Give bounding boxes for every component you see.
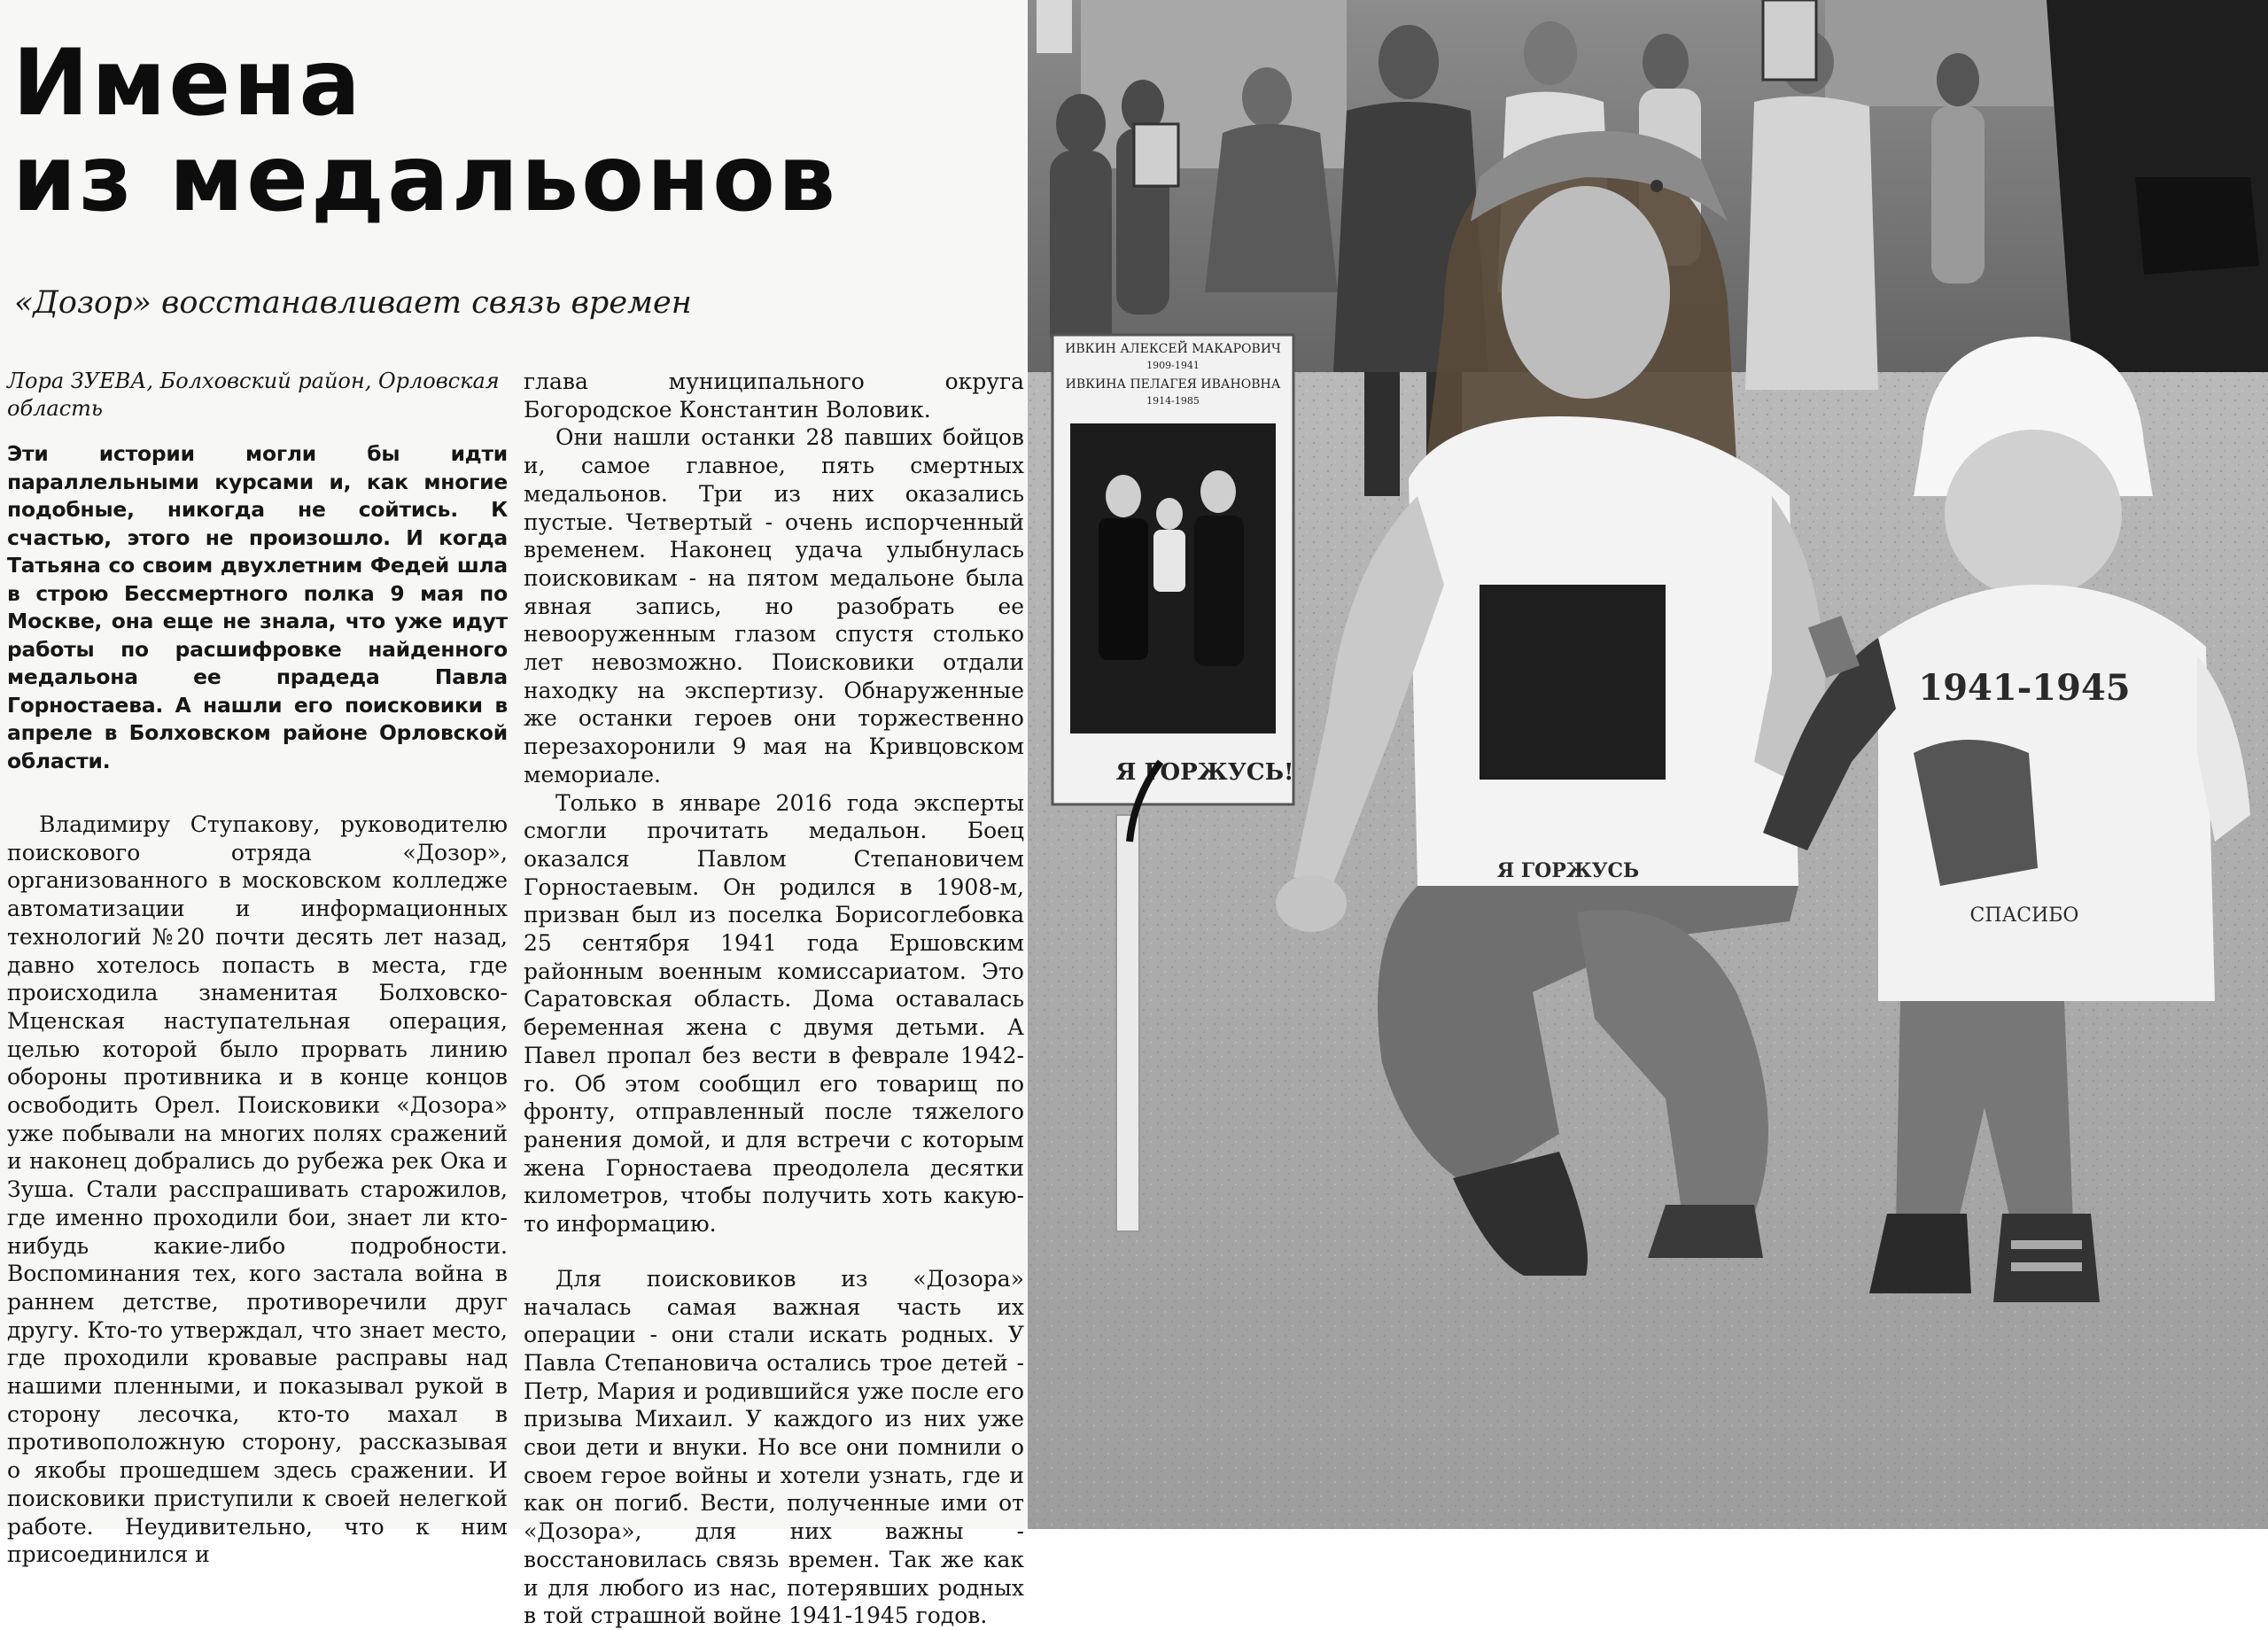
- sign-years-1: 1909-1941: [1146, 360, 1200, 371]
- article-column: [0, 0, 1028, 1629]
- body-paragraph: глава муниципального округа Богородское Константин Воловик.: [524, 369, 1024, 423]
- text-column-left: [7, 368, 508, 1569]
- woman-shirt-text: Я ГОРЖУСЬ: [1496, 859, 1640, 882]
- headline-line-2: из медальонов: [12, 126, 839, 232]
- byline: Лора ЗУЕВА, Болховский район, Орловская область: [7, 369, 500, 421]
- child-shirt-years: 1941-1945: [1918, 667, 2131, 709]
- photo-illustration: [1028, 0, 2268, 1529]
- sign-name-2: ИВКИНА ПЕЛАГЕЯ ИВАНОВНА: [1065, 377, 1281, 392]
- sign-years-2: 1914-1985: [1146, 395, 1200, 407]
- parade-photo: [1028, 0, 2268, 1529]
- subtitle: «Дозор» восстанавливает связь времен: [14, 285, 692, 321]
- sign-name-1: ИВКИН АЛЕКСЕЙ МАКАРОВИЧ: [1065, 342, 1281, 356]
- body-paragraph: Владимиру Ступакову, руководителю поискового отряда «Дозор», организованного в московском колледже автоматизации и информационных технологий №20 почти десять лет назад, давно хотелось попасть в места, где происходила знаменитая Болховско-Мценская наступательная операция, целью которой было прорвать линию обороны противника и в конце концов освободить Орел. Поисковики «Дозора» уже побывали на многих полях сражений и наконец добрались до рубежа рек Ока и Зуша. Стали расспрашивать старожилов, где именно проходили бои, знает ли кто-нибудь какие-либо подробности. Воспоминания тех, кого застала война в раннем детстве, противоречили друг другу. Кто-то утверждал, что знает место, где проходили кровавые расправы над нашими пленными, и показывал рукой в сторону лесочка, кто-то махал в противоположную сторону, рассказывая о якобы прошедшем здесь сражении. И поисковики приступили к своей нелегкой работе. Неудивительно, что к ним присоединился и: [7, 811, 508, 1568]
- text-column-right: [524, 368, 1024, 1630]
- child-shirt-word: СПАСИБО: [1969, 904, 2079, 927]
- body-paragraph: Они нашли останки 28 павших бойцов и, самое главное, пять смертных медальонов. Три из них оказались пустые. Четвертый - очень испорченный временем. Наконец удача улыбнулась поисковикам - на пятом медальоне была явная запись, но разобрать ее невооруженным глазом спустя столько лет невозможно. Поисковики отдали находку на экспертизу. Обнаруженные же останки героев они торжественно перезахоронили 9 мая на Кривцовском мемориале.: [524, 424, 1024, 788]
- sign-motto: Я ГОРЖУСЬ!: [1115, 759, 1294, 786]
- body-paragraph: Для поисковиков из «Дозора» началась самая важная часть их операции - они стали искать родных. У Павла Степановича остались трое детей - Петр, Мария и родившийся уже после его призыва Михаил. У каждого из них уже свои дети и внуки. Но все они помнили о своем герое войны и хотели узнать, где и как он погиб. Вести, полученные ими от «Дозора», для них важны - восстановилась связь времен. Так же как и для любого из нас, потерявших родных в той страшной войне 1941-1945 годов.: [524, 1265, 1024, 1629]
- lead-paragraph: Эти истории могли бы идти параллельными курсами и, как многие подобные, никогда не сойтись. К счастью, этого не произошло. И когда Татьяна со своим двухлетним Федей шла в строю Бессмертного полка 9 мая по Москве, она еще не знала, что уже идут работы по расшифровке найденного медальона ее прадеда Павла Горностаева. А нашли его поисковики в апреле в Болховском районе Орловской области.: [7, 441, 508, 773]
- headline: [12, 30, 1022, 232]
- body-paragraph: Только в январе 2016 года эксперты смогли прочитать медальон. Боец оказался Павлом Степановичем Горностаевым. Он родился в 1908-м, призван был из поселка Борисоглебовка 25 сентября 1941 года Ершовским районным военным комиссариатом. Это Саратовская область. Дома оставалась беременная жена с двумя детьми. А Павел пропал без вести в феврале 1942-го. Об этом сообщил его товарищ по фронту, отправленный после тяжелого ранения домой, и для встречи с которым жена Горностаева преодолела десятки километров, чтобы получить хоть какую-то информацию.: [524, 789, 1024, 1238]
- headline-line-1: Имена: [12, 30, 363, 136]
